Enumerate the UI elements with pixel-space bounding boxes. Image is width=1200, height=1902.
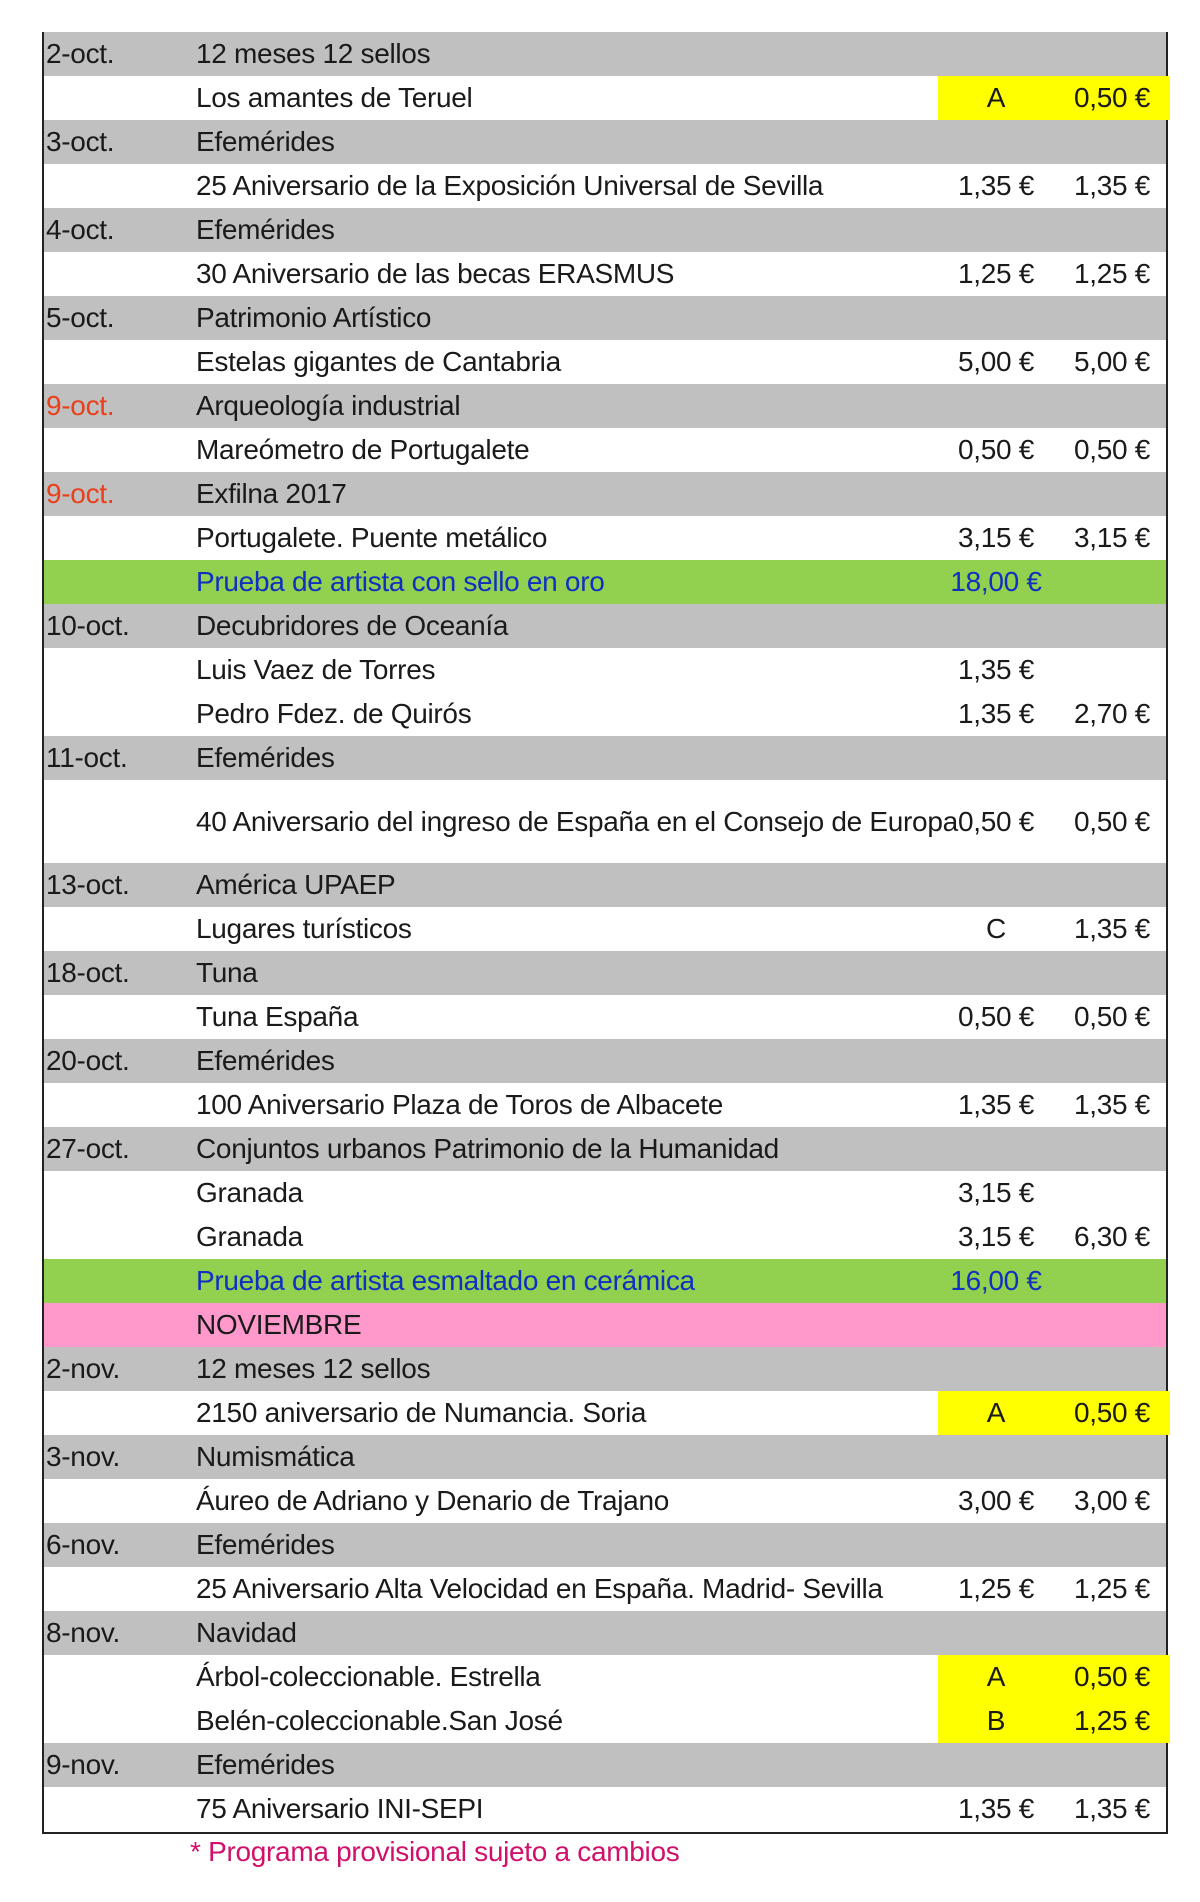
total-value: 1,35 € bbox=[1073, 1793, 1151, 1824]
total-value: 0,50 € bbox=[1054, 1391, 1170, 1435]
date-header-row bbox=[44, 296, 1166, 340]
issue-date bbox=[44, 692, 192, 736]
face-value bbox=[938, 120, 1054, 164]
issue-date: 20-oct. bbox=[46, 1045, 130, 1076]
issue-date: 18-oct. bbox=[46, 957, 130, 988]
stamp-description: Granada bbox=[196, 1221, 303, 1252]
stamp-description: Conjuntos urbanos Patrimonio de la Humanidad bbox=[196, 1133, 779, 1164]
issue-date: 8-nov. bbox=[46, 1617, 120, 1648]
face-value bbox=[938, 1523, 1054, 1567]
issue-date bbox=[44, 1655, 192, 1699]
face-value bbox=[938, 384, 1054, 428]
total-value bbox=[1054, 1347, 1170, 1391]
total-value bbox=[1054, 604, 1170, 648]
total-value: 3,15 € bbox=[1073, 522, 1151, 553]
stamp-description: 100 Aniversario Plaza de Toros de Albacete bbox=[196, 1089, 724, 1120]
stamp-description: Arqueología industrial bbox=[196, 390, 461, 421]
stamp-description: América UPAEP bbox=[196, 869, 396, 900]
issue-date: 6-nov. bbox=[46, 1529, 120, 1560]
stamp-description: 30 Aniversario de las becas ERASMUS bbox=[196, 258, 675, 289]
total-value bbox=[1054, 1127, 1170, 1171]
total-value bbox=[1054, 208, 1170, 252]
issue-date bbox=[44, 340, 192, 384]
face-value: 16,00 € bbox=[950, 1265, 1042, 1296]
stamp-description: Mareómetro de Portugalete bbox=[196, 434, 530, 465]
stamp-description: Tuna bbox=[196, 957, 258, 988]
issue-date bbox=[44, 907, 192, 951]
stamp-description: Granada bbox=[196, 1177, 303, 1208]
issue-date bbox=[44, 252, 192, 296]
issue-date: 4-oct. bbox=[46, 214, 115, 245]
stamp-description: Luis Vaez de Torres bbox=[196, 654, 436, 685]
issue-date: 3-oct. bbox=[46, 126, 115, 157]
face-value: 3,00 € bbox=[957, 1485, 1035, 1516]
date-header-row bbox=[44, 32, 1166, 76]
month-header-row bbox=[44, 1303, 1166, 1347]
total-value: 1,25 € bbox=[1073, 258, 1151, 289]
artist-proof-row bbox=[44, 560, 1166, 604]
issue-date bbox=[44, 428, 192, 472]
face-value bbox=[938, 1127, 1054, 1171]
issue-date: 27-oct. bbox=[46, 1133, 130, 1164]
stamp-description: Efemérides bbox=[196, 1045, 335, 1076]
stamp-description: Pedro Fdez. de Quirós bbox=[196, 698, 472, 729]
issue-date: 10-oct. bbox=[46, 610, 130, 641]
stamp-description: Navidad bbox=[196, 1617, 297, 1648]
stamp-description: 25 Aniversario de la Exposición Universal de Sevilla bbox=[196, 170, 824, 201]
issue-date bbox=[44, 1171, 192, 1215]
face-value bbox=[938, 1611, 1054, 1655]
stamp-item-row bbox=[44, 1215, 1166, 1259]
face-value: 1,25 € bbox=[957, 1573, 1035, 1604]
month-label: NOVIEMBRE bbox=[196, 1309, 362, 1340]
stamp-item-row bbox=[44, 340, 1166, 384]
face-value: A bbox=[938, 76, 1054, 120]
total-value: 1,35 € bbox=[1073, 1089, 1151, 1120]
face-value: 1,35 € bbox=[957, 654, 1035, 685]
face-value: 3,15 € bbox=[957, 1221, 1035, 1252]
face-value: A bbox=[938, 1391, 1054, 1435]
date-header-row bbox=[44, 1127, 1166, 1171]
total-value bbox=[1054, 648, 1170, 692]
stamp-description: Numismática bbox=[196, 1441, 355, 1472]
total-value bbox=[1054, 1435, 1170, 1479]
issue-date bbox=[44, 1215, 192, 1259]
stamp-description: Los amantes de Teruel bbox=[196, 82, 473, 113]
stamp-description: Lugares turísticos bbox=[196, 913, 412, 944]
stamp-item-row bbox=[44, 648, 1166, 692]
face-value: 3,15 € bbox=[957, 522, 1035, 553]
date-header-row bbox=[44, 863, 1166, 907]
issue-date bbox=[44, 995, 192, 1039]
issue-date: 2-oct. bbox=[46, 38, 115, 69]
stamp-item-row bbox=[44, 252, 1166, 296]
total-value bbox=[1054, 1171, 1170, 1215]
face-value bbox=[938, 1347, 1054, 1391]
stamp-item-row bbox=[44, 1479, 1166, 1523]
issue-date: 2-nov. bbox=[46, 1353, 120, 1384]
face-value bbox=[938, 472, 1054, 516]
face-value: 1,35 € bbox=[957, 1793, 1035, 1824]
date-header-row bbox=[44, 1435, 1166, 1479]
total-value bbox=[1054, 951, 1170, 995]
issue-date bbox=[44, 164, 192, 208]
stamp-description: Prueba de artista con sello en oro bbox=[196, 566, 605, 597]
stamp-description: Efemérides bbox=[196, 1749, 335, 1780]
face-value bbox=[938, 1743, 1054, 1787]
stamp-description: Efemérides bbox=[196, 214, 335, 245]
stamp-item-row bbox=[44, 428, 1166, 472]
stamp-description: 12 meses 12 sellos bbox=[196, 38, 431, 69]
issue-date bbox=[44, 780, 192, 863]
face-value: 18,00 € bbox=[950, 566, 1042, 597]
date-header-row bbox=[44, 472, 1166, 516]
issue-date bbox=[44, 1303, 192, 1347]
issue-date bbox=[44, 76, 192, 120]
total-value bbox=[1054, 1259, 1170, 1303]
stamp-item-row bbox=[44, 907, 1166, 951]
face-value bbox=[938, 1039, 1054, 1083]
issue-date: 5-oct. bbox=[46, 302, 115, 333]
total-value bbox=[1054, 863, 1170, 907]
stamp-description: Portugalete. Puente metálico bbox=[196, 522, 548, 553]
total-value bbox=[1054, 384, 1170, 428]
total-value bbox=[1054, 472, 1170, 516]
face-value bbox=[938, 296, 1054, 340]
stamp-item-row bbox=[44, 692, 1166, 736]
face-value bbox=[938, 604, 1054, 648]
stamp-item-row bbox=[44, 780, 1166, 863]
date-header-row bbox=[44, 1743, 1166, 1787]
stamp-schedule-table bbox=[42, 32, 1168, 1834]
total-value bbox=[1054, 120, 1170, 164]
total-value bbox=[1054, 1523, 1170, 1567]
total-value: 1,35 € bbox=[1073, 913, 1151, 944]
total-value bbox=[1054, 1743, 1170, 1787]
date-header-row bbox=[44, 208, 1166, 252]
issue-date bbox=[44, 1479, 192, 1523]
issue-date bbox=[44, 516, 192, 560]
face-value bbox=[938, 736, 1054, 780]
total-value bbox=[1054, 1611, 1170, 1655]
issue-date bbox=[44, 1567, 192, 1611]
face-value: 1,35 € bbox=[957, 1089, 1035, 1120]
stamp-description: Patrimonio Artístico bbox=[196, 302, 432, 333]
stamp-item-row bbox=[44, 1391, 1166, 1435]
date-header-row bbox=[44, 1523, 1166, 1567]
total-value: 5,00 € bbox=[1073, 346, 1151, 377]
face-value bbox=[938, 951, 1054, 995]
date-header-row bbox=[44, 951, 1166, 995]
stamp-item-row bbox=[44, 1171, 1166, 1215]
stamp-description: 2150 aniversario de Numancia. Soria bbox=[196, 1397, 647, 1428]
issue-date: 13-oct. bbox=[46, 869, 130, 900]
stamp-description: Prueba de artista esmaltado en cerámica bbox=[196, 1265, 695, 1296]
total-value bbox=[1054, 1039, 1170, 1083]
total-value bbox=[1054, 736, 1170, 780]
stamp-description: 12 meses 12 sellos bbox=[196, 1353, 431, 1384]
issue-date bbox=[44, 1787, 192, 1831]
face-value: B bbox=[938, 1699, 1054, 1743]
issue-date bbox=[44, 1699, 192, 1743]
face-value bbox=[938, 208, 1054, 252]
total-value: 1,25 € bbox=[1054, 1699, 1170, 1743]
total-value: 6,30 € bbox=[1073, 1221, 1151, 1252]
date-header-row bbox=[44, 736, 1166, 780]
issue-date: 3-nov. bbox=[46, 1441, 120, 1472]
stamp-item-row bbox=[44, 1655, 1166, 1699]
footnote: * Programa provisional sujeto a cambios bbox=[190, 1836, 680, 1867]
face-value: 0,50 € bbox=[957, 434, 1035, 465]
issue-date bbox=[44, 648, 192, 692]
total-value: 1,25 € bbox=[1073, 1573, 1151, 1604]
issue-date bbox=[44, 1391, 192, 1435]
face-value bbox=[938, 1435, 1054, 1479]
face-value: C bbox=[986, 913, 1006, 944]
issue-date: 9-nov. bbox=[46, 1749, 120, 1780]
total-value bbox=[1054, 1303, 1170, 1347]
total-value: 0,50 € bbox=[1073, 805, 1151, 837]
date-header-row bbox=[44, 1611, 1166, 1655]
date-header-row bbox=[44, 384, 1166, 428]
total-value: 3,00 € bbox=[1073, 1485, 1151, 1516]
total-value bbox=[1054, 560, 1170, 604]
total-value: 0,50 € bbox=[1073, 1001, 1151, 1032]
stamp-description: Áureo de Adriano y Denario de Trajano bbox=[196, 1485, 669, 1516]
issue-date bbox=[44, 1083, 192, 1127]
stamp-item-row bbox=[44, 516, 1166, 560]
stamp-description: Efemérides bbox=[196, 126, 335, 157]
stamp-item-row bbox=[44, 1787, 1166, 1831]
stamp-description: Exfilna 2017 bbox=[196, 478, 347, 509]
total-value: 0,50 € bbox=[1054, 76, 1170, 120]
stamp-description: 40 Aniversario del ingreso de España en el Consejo de Europa bbox=[196, 805, 958, 837]
stamp-item-row bbox=[44, 995, 1166, 1039]
stamp-item-row bbox=[44, 1699, 1166, 1743]
stamp-description: Árbol-coleccionable. Estrella bbox=[196, 1661, 541, 1692]
total-value: 0,50 € bbox=[1073, 434, 1151, 465]
total-value: 2,70 € bbox=[1073, 698, 1151, 729]
total-value bbox=[1054, 296, 1170, 340]
face-value bbox=[938, 1303, 1054, 1347]
issue-date: 9-oct. bbox=[46, 478, 115, 509]
stamp-description: Decubridores de Oceanía bbox=[196, 610, 509, 641]
stamp-description: Efemérides bbox=[196, 1529, 335, 1560]
face-value: 1,35 € bbox=[957, 170, 1035, 201]
artist-proof-row bbox=[44, 1259, 1166, 1303]
stamp-item-row bbox=[44, 1567, 1166, 1611]
face-value: 1,35 € bbox=[957, 698, 1035, 729]
face-value: 0,50 € bbox=[957, 805, 1035, 837]
date-header-row bbox=[44, 120, 1166, 164]
stamp-description: 75 Aniversario INI-SEPI bbox=[196, 1793, 484, 1824]
stamp-item-row bbox=[44, 76, 1166, 120]
date-header-row bbox=[44, 604, 1166, 648]
stamp-item-row bbox=[44, 164, 1166, 208]
stamp-item-row bbox=[44, 1083, 1166, 1127]
face-value bbox=[938, 863, 1054, 907]
issue-date bbox=[44, 1259, 192, 1303]
face-value: 3,15 € bbox=[957, 1177, 1035, 1208]
stamp-description: Belén-coleccionable.San José bbox=[196, 1705, 563, 1736]
face-value: 1,25 € bbox=[957, 258, 1035, 289]
face-value bbox=[938, 32, 1054, 76]
stamp-description: Efemérides bbox=[196, 742, 335, 773]
face-value: 5,00 € bbox=[957, 346, 1035, 377]
face-value: 0,50 € bbox=[957, 1001, 1035, 1032]
date-header-row bbox=[44, 1347, 1166, 1391]
stamp-description: 25 Aniversario Alta Velocidad en España. Madrid- Sevilla bbox=[196, 1573, 883, 1604]
issue-date: 11-oct. bbox=[46, 742, 128, 773]
total-value: 1,35 € bbox=[1073, 170, 1151, 201]
total-value: 0,50 € bbox=[1054, 1655, 1170, 1699]
issue-date bbox=[44, 560, 192, 604]
total-value bbox=[1054, 32, 1170, 76]
date-header-row bbox=[44, 1039, 1166, 1083]
stamp-description: Estelas gigantes de Cantabria bbox=[196, 346, 561, 377]
face-value: A bbox=[938, 1655, 1054, 1699]
issue-date: 9-oct. bbox=[46, 390, 115, 421]
stamp-description: Tuna España bbox=[196, 1001, 359, 1032]
